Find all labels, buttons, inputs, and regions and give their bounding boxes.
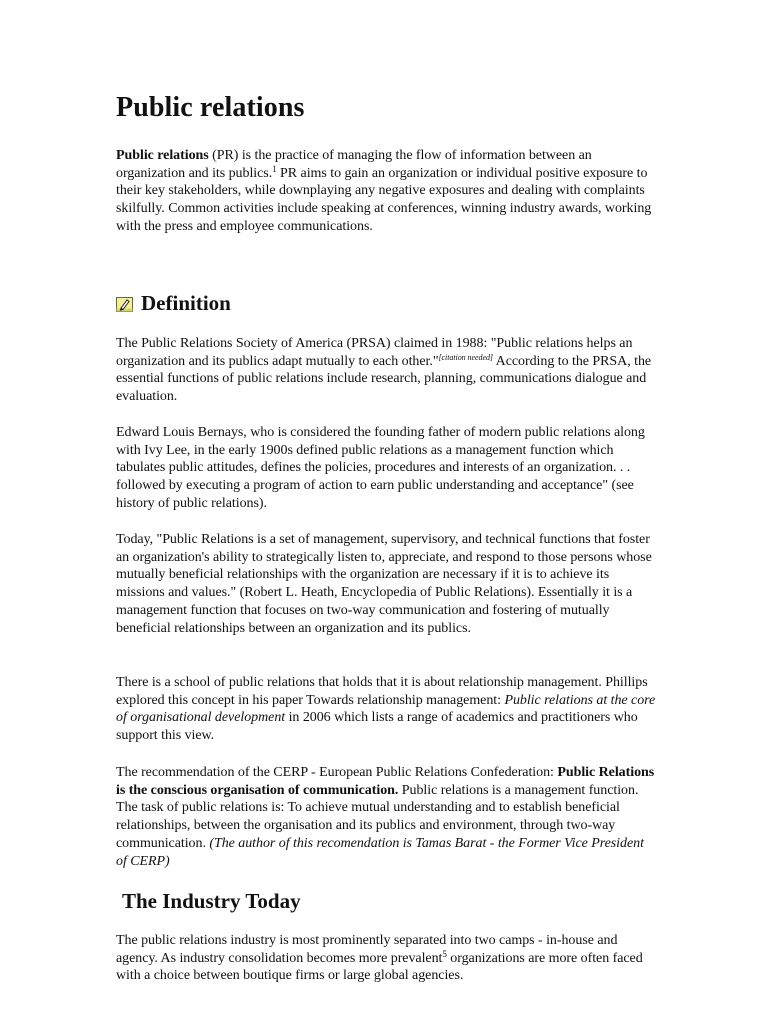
industry-p1-text-2: organizations are more often faced with a choice between boutique firms or large global agencies. [116,950,643,984]
definition-heading [116,291,231,316]
industry-paragraph-1 [116,932,656,985]
definition-p5-bold: Public Relations is the conscious organisation of communication. [116,765,655,798]
definition-p5-italic: (The author of this recomendation is Tamas Barat - the Former Vice President of CERP) [116,835,644,869]
definition-p5-text-2: Public relations is a management function. The task of public relations is: To achieve mutual understanding and to establish beneficial relationships, between the organisation and its publics and environment, through two-way communication. [116,782,639,851]
intro-text-2: PR aims to gain an organization or individual positive exposure to their key stakeholders, while downplaying any negative exposures and dealing with complaints skilfully. Common activities include speaking at conferences, winning industry awards, working with the press and employee communications. [116,165,652,234]
definition-paragraph-1 [116,335,656,406]
citation-needed-note[interactable]: [citation needed] [438,352,493,362]
definition-paragraph-5 [116,764,656,870]
definition-paragraph-4 [116,674,656,745]
definition-p4-text-2: in 2006 which lists a range of academics and practitioners who support this view. [116,710,638,744]
industry-reference-5[interactable]: 5 [442,948,447,959]
definition-paragraph-3: Today, "Public Relations is a set of management, supervisory, and technical functions that foster an organization's ability to strategically listen to, appreciate, and respond to those persons whose mutually beneficial relationships with the organization are necessary if it is to achieve its missions and values." (Robert L. Heath, Encyclopedia of Public Relations). Essentially it is a management function that focuses on two-way communication and fostering of mutually beneficial relationships between an organization and its publics. [116,532,652,636]
intro-reference-1[interactable]: 1 [272,163,277,174]
industry-p1-text-1: The public relations industry is most prominently separated into two camps - in-house and agency. As industry consolidation becomes more prevalent [116,933,618,966]
definition-p4-text-1: There is a school of public relations that holds that it is about relationship management. Phillips explored this concept in his paper Towards relationship management: [116,675,648,708]
definition-p5-text-1: The recommendation of the CERP - European Public Relations Confederation: [116,765,558,780]
intro-paragraph [116,147,656,236]
edit-icon[interactable] [116,297,133,312]
intro-text-1: (PR) is the practice of managing the flow of information between an organization and its publics. [116,148,592,181]
industry-heading-text: The Industry Today [122,889,301,913]
definition-p4-italic: Public relations at the core of organisational development [116,692,656,726]
definition-heading-text: Definition [141,291,231,315]
industry-heading [122,889,301,914]
intro-bold-term: Public relations [116,148,209,163]
definition-paragraph-2: Edward Louis Bernays, who is considered the founding father of modern public relations along with Ivy Lee, in the early 1900s defined public relations as a management function which tabulates public attitudes, defines the policies, procedures and interests of an organization. . . followed by executing a program of action to earn public understanding and acceptance" (see history of public relations). [116,425,645,511]
definition-p1-text-2: According to the PRSA, the essential functions of public relations include research, planning, communications dialogue and evaluation. [116,353,652,405]
definition-p1-text-1: The Public Relations Society of America (PRSA) claimed in 1988: "Public relations helps an organization and its publics adapt mutually to each other." [116,336,633,369]
page-title: Public relations [116,92,305,123]
